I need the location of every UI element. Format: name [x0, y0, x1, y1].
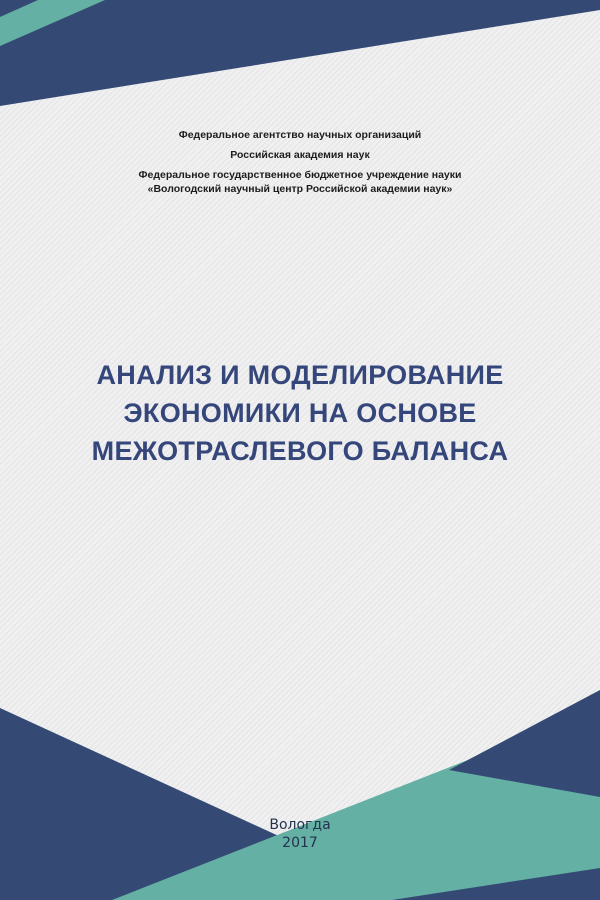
institution-name-line2: «Вологодский научный центр Российской академии наук» [147, 183, 453, 195]
imprint [0, 816, 600, 852]
institution-name-line1: Федеральное государственное бюджетное учреждение науки [138, 169, 462, 181]
academy-name: Российская академия наук [230, 149, 370, 161]
book-title [40, 356, 560, 470]
publication-city: Вологда [269, 817, 331, 833]
title-line: МЕЖОТРАСЛЕВОГО БАЛАНСА [91, 436, 509, 466]
publication-year: 2017 [282, 835, 318, 851]
agency-name: Федеральное агентство научных организаций [178, 129, 422, 141]
title-line: АНАЛИЗ И МОДЕЛИРОВАНИЕ [96, 360, 504, 390]
title-line: ЭКОНОМИКИ НА ОСНОВЕ [123, 398, 477, 428]
publisher-affiliations [0, 128, 600, 196]
top-navy-band [0, 0, 600, 106]
